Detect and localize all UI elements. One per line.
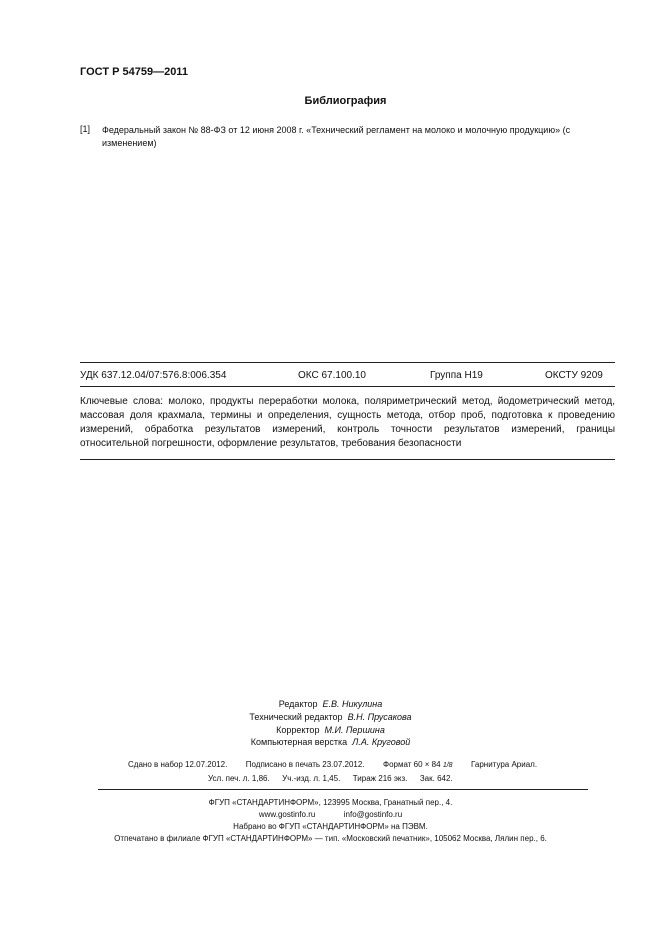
publisher-printed: Отпечатано в филиале ФГУП «СТАНДАРТИНФОРМ» — тип. «Московский печатник», 105062 Москва, Лялин пер., 6. — [114, 834, 547, 843]
print-font: Гарнитура Ариал. — [471, 760, 538, 769]
print-run: Тираж 216 экз. — [352, 774, 408, 783]
print-details-row-1 — [128, 760, 537, 769]
standard-id: ГОСТ Р 54759—2011 — [80, 66, 188, 78]
ref-text: Федеральный закон № 88-ФЗ от 12 июня 2008 г. «Технический регламент на молоко и молочную продукцию» (с изменением) — [102, 125, 571, 148]
staff-editor — [0, 699, 661, 709]
layout-label: Компьютерная верстка — [250, 737, 348, 747]
divider-top — [80, 362, 615, 363]
oks-code: ОКС 67.100.10 — [298, 370, 366, 381]
print-order: Зак. 642. — [419, 774, 453, 783]
okstu-code: ОКСТУ 9209 — [545, 370, 603, 381]
divider-middle — [80, 386, 615, 387]
udk-code: УДК 637.12.04/07:576.8:006.354 — [80, 370, 227, 381]
keywords: Ключевые слова: молоко, продукты переработки молока, поляриметрический метод, йодометрический метод, массовая доля крахмала, термины и определения, сущность метода, отбор проб, подготовка к проведению измерений, обработка результатов измерений, контроль точности результатов измерений, границы относительной погрешности, оформление результатов, требования безопасности — [80, 396, 615, 449]
publisher-contacts — [0, 809, 661, 821]
divider-bottom — [80, 459, 615, 460]
print-signed: Подписано в печать 23.07.2012. — [245, 760, 365, 769]
print-format-fraction: 1/8 — [442, 762, 453, 769]
staff-layout — [0, 737, 661, 747]
bibliography-title: Библиография — [304, 95, 387, 107]
staff-corrector — [0, 725, 661, 735]
print-pub-sheets: Уч.-изд. л. 1,45. — [282, 774, 341, 783]
divider-publisher — [98, 789, 588, 790]
corrector-name: М.И. Першина — [324, 725, 385, 735]
staff-tech-editor — [0, 712, 661, 722]
print-format: Формат 60 × 84 — [383, 760, 441, 769]
publisher-typeset: Набрано во ФГУП «СТАНДАРТИНФОРМ» на ПЭВМ. — [233, 822, 428, 831]
print-sheets: Усл. печ. л. 1,86. — [208, 774, 270, 783]
layout-name: Л.А. Круговой — [352, 737, 411, 747]
publisher-email: info@gostinfo.ru — [343, 810, 403, 819]
group-code: Группа Н19 — [430, 370, 483, 381]
tech-editor-label: Технический редактор — [249, 712, 343, 722]
editor-label: Редактор — [278, 699, 318, 709]
publisher-address: ФГУП «СТАНДАРТИНФОРМ», 123995 Москва, Гранатный пер., 4. — [208, 798, 453, 807]
ref-number: [1] — [80, 124, 91, 134]
print-details-row-2 — [208, 774, 453, 783]
editor-name: Е.В. Никулина — [322, 699, 383, 709]
tech-editor-name: В.Н. Прусакова — [347, 712, 412, 722]
corrector-label: Корректор — [276, 725, 320, 735]
print-submitted: Сдано в набор 12.07.2012. — [128, 760, 228, 769]
publisher-website: www.gostinfo.ru — [258, 810, 316, 819]
